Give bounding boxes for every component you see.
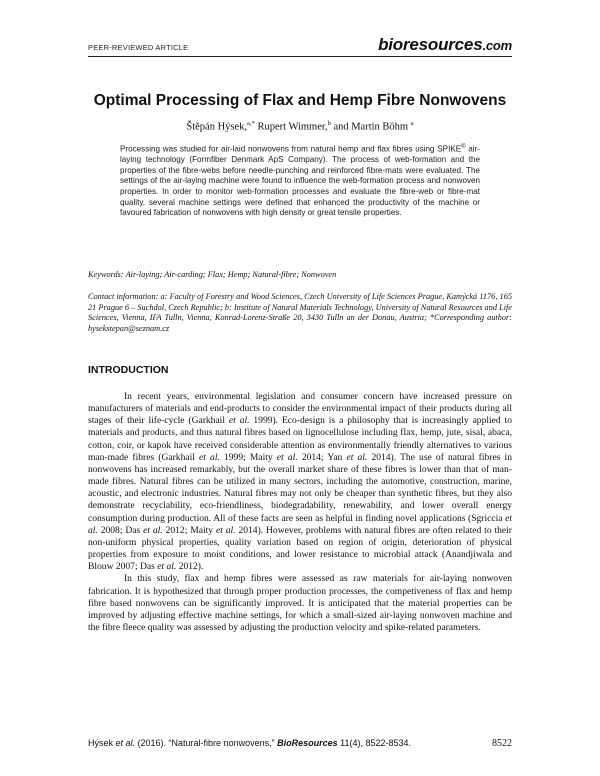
author-name: Rupert Wimmer, [254,121,328,133]
citation-journal: BioResources [277,738,338,748]
italic-run: et al. [143,524,163,536]
text-run: 2012). [176,561,204,573]
italic-run: et al. [346,451,368,463]
citation-title: (2016). “Natural-fibre nonwovens,” [135,738,278,748]
body-paragraph: In this study, flax and hemp fibres were assessed as raw materials for air-laying nonwoven fabrication. It is hypothesized that through proper production processes, the competiveness of flax and hemp fibre based nonwovens can be significantly improved. It is anticipated that the material properties can be improved by adjusting effective machine settings, for which a small-sized air-laying nonwoven machine and the fibre fleece quality was assessed by adjusting the production velocity and spike-related parameters. [88,573,512,633]
section-heading-introduction: INTRODUCTION [88,364,169,376]
italic-run: et al. [215,524,236,536]
text-run: 2012; Maity [162,524,216,536]
author-name: Štěpán Hýsek, [186,121,248,133]
contact-information: Contact information: a: Faculty of Forestry and Wood Sciences, Czech University of Life Sciences Prague, Kamýcká 1176, 165 21 Prague 6 – Suchdol, Czech Republic; b: Institute of Natural Materials Technology, University of Natural Resources and Life Sciences, Vienna, IFA Tulln, Vienna, Konrad-Lorenz-Straße 20, 3430 Tulln an der Donau, Austria; *Corresponding author: hysekstepan@seznam.cz [88,292,512,333]
page-number: 8522 [492,738,512,749]
text-run: 2014; Yan [297,451,347,463]
journal-name: bioresources [378,35,483,54]
text-run: 2008; Das [97,524,144,536]
citation [88,738,411,748]
text-run: 1999). Eco-design is a philosophy that is increasingly applied to materials and products, and thus natural fibres based on lignocellulose including flax, hemp, jute, sisal, abaca, cotton, coir, or kapok have received considerable attention as environmentally friendly alternatives to various man-made fibres (Garkhail [88,415,512,463]
author-affiliation: a [410,120,414,127]
journal-domain: .com [482,38,512,53]
author-affiliation: b [327,120,331,127]
text-run: 1999; Maity [219,451,277,463]
italic-run: et al. [157,561,177,573]
abstract-text-cont: air-laying technology (Formfiber Denmark ApS Company). The process of web-formation and the properties of the fibre-webs before needle-punching and reinforced fibre-mats were evaluated. The settings of the air-laying machine were found to influence the web-formation process and nonwoven properties. In order to monitor web-formation processes and evaluate the fibre-web or fibre-mat quality, several machine settings were defined that enhanced the productivity of the machine or favoured fabrication of nonwovens with high density or great tensile properties. [120,144,480,218]
page-footer [88,738,512,748]
italic-run: et al. [276,451,298,463]
author-affiliation: a,* [247,120,255,127]
text-run: In recent years, environmental legislation and consumer concern have increased pressure on manufacturers of materials and end-products to consider the environmental impact of their products during all stages of their life-cycle (Garkhail [88,391,512,427]
author-name: and Martin Böhm [330,121,411,133]
abstract [120,142,480,219]
introduction-body [88,391,512,634]
author-list [88,120,512,133]
keywords: Keywords: Air-laying; Air-carding; Flax; Hemp; Natural-fibre; Nonwoven [88,270,337,279]
citation-volume: 11(4), 8522-8534. [337,738,412,748]
italic-run: et al. [199,451,220,463]
abstract-text: Processing was studied for air-laid nonwovens from natural hemp and flax fibres using SPIKE [120,144,462,154]
section-label: PEER-REVIEWED ARTICLE [88,43,189,52]
citation-etal: et al. [115,738,136,748]
italic-run: et al. [228,415,250,427]
registered-mark: ® [461,144,466,150]
text-run: 2014). The use of natural fibres in nonwovens has increased remarkably, but the overall market share of these fibres is lower than that of man-made fibres. Natural fibres can be utilized in many sectors, including the automotive, construction, marine, acoustic, and electronic industries. Natural fibres may not only be cheaper than synthetic fibres, but they also demonstrate recyclability, eco-friendliness, biodegradability, renewability, and lower overall energy consumption during production. All of these facts are seen as helpful in finding novel applications (Sgriccia [88,451,512,524]
citation-author: Hýsek [88,738,116,748]
body-paragraph [88,391,512,573]
text-run: 2014). However, problems with natural fibres are often related to their non-uniform physical properties, quality variation based on region of origin, deterioration of physical properties from exposure to moist conditions, and lower resistance to microbial attack (Anandjiwala and Blouw 2007; Das [88,524,512,573]
article-title: Optimal Processing of Flax and Hemp Fibre Nonwovens [93,92,507,109]
header-rule [88,56,512,57]
journal-logo[interactable] [378,35,512,55]
italic-run: et al. [88,512,512,536]
